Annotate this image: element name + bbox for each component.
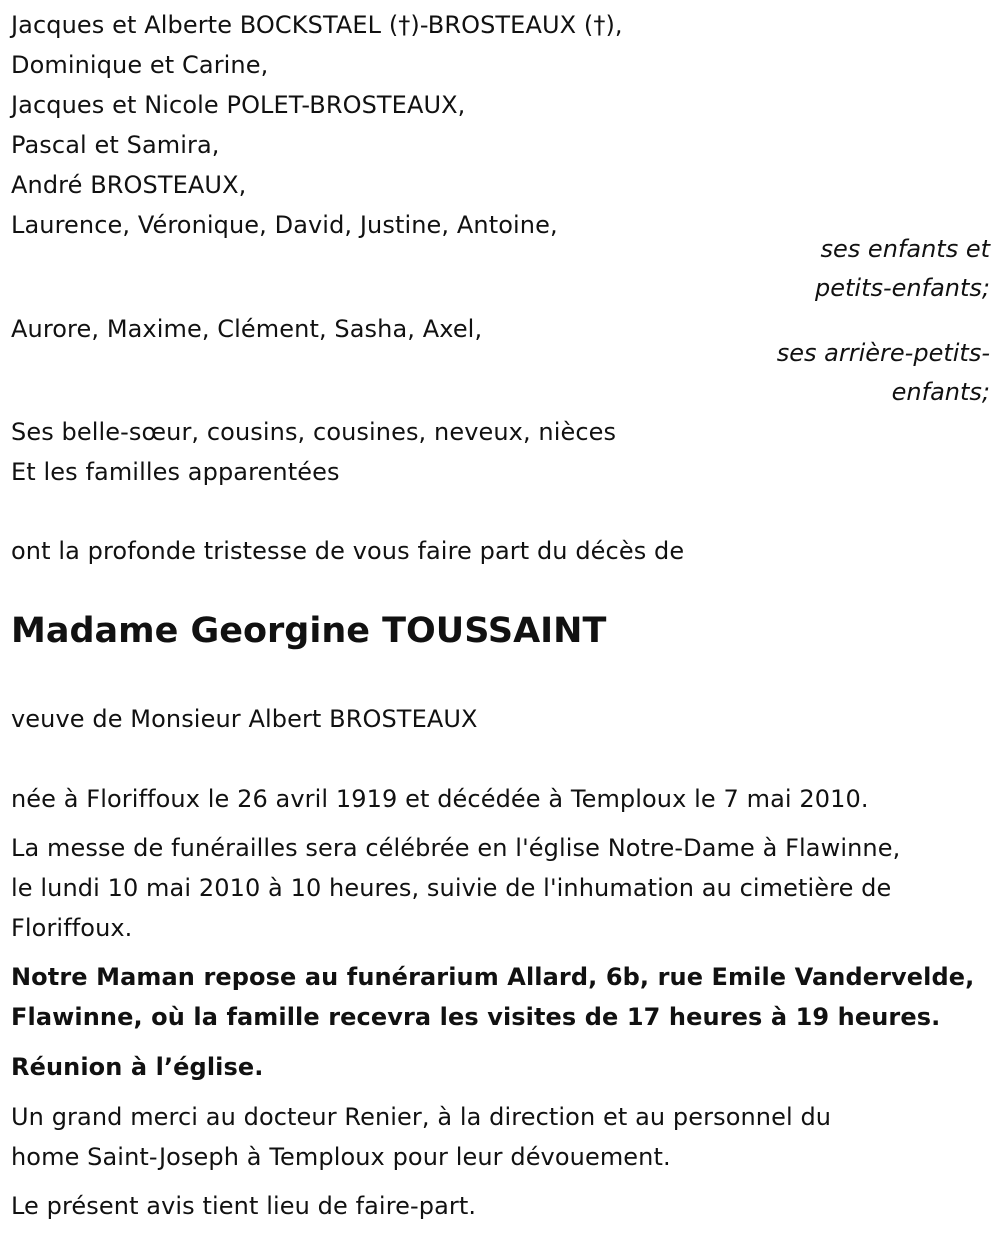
family-line: Jacques et Alberte BOCKSTAEL (†)-BROSTEAUX (†),: [11, 11, 623, 39]
thanks-line: Un grand merci au docteur Renier, à la direction et au personnel du: [11, 1103, 832, 1131]
thanks-line: home Saint-Joseph à Temploux pour leur dévouement.: [11, 1143, 671, 1171]
funeral-line: La messe de funérailles sera célébrée en l'église Notre-Dame à Flawinne,: [11, 834, 901, 862]
visitation-line: Flawinne, où la famille recevra les visites de 17 heures à 19 heures.: [11, 1003, 941, 1031]
relatives-line: Et les familles apparentées: [11, 458, 340, 486]
announcement: ont la profonde tristesse de vous faire part du décès de: [11, 537, 685, 565]
deceased-name: Madame Georgine TOUSSAINT: [11, 611, 607, 651]
funeral-line: le lundi 10 mai 2010 à 10 heures, suivie de l'inhumation au cimetière de: [11, 874, 892, 902]
closing-note: Le présent avis tient lieu de faire-part.: [11, 1192, 477, 1220]
relatives-line: Ses belle-sœur, cousins, cousines, neveux, nièces: [11, 418, 617, 446]
great-grandchildren: Aurore, Maxime, Clément, Sasha, Axel,: [11, 315, 483, 343]
great-grandchildren-role-line: enfants;: [891, 378, 990, 406]
funeral-line: Floriffoux.: [11, 914, 133, 942]
visitation-line: Notre Maman repose au funérarium Allard, 6b, rue Emile Vandervelde,: [11, 963, 975, 991]
family-line: Jacques et Nicole POLET-BROSTEAUX,: [11, 91, 466, 119]
family-line: André BROSTEAUX,: [11, 171, 247, 199]
meeting-note: Réunion à l’église.: [11, 1053, 264, 1081]
widow-of: veuve de Monsieur Albert BROSTEAUX: [11, 705, 478, 733]
great-grandchildren-role-line: ses arrière-petits-: [776, 339, 990, 367]
birth-death: née à Floriffoux le 26 avril 1919 et décédée à Temploux le 7 mai 2010.: [11, 785, 869, 813]
family-line: Laurence, Véronique, David, Justine, Antoine,: [11, 211, 558, 239]
children-role-line: ses enfants et: [820, 235, 990, 263]
children-role-line: petits-enfants;: [815, 274, 990, 302]
family-line: Pascal et Samira,: [11, 131, 220, 159]
family-line: Dominique et Carine,: [11, 51, 269, 79]
